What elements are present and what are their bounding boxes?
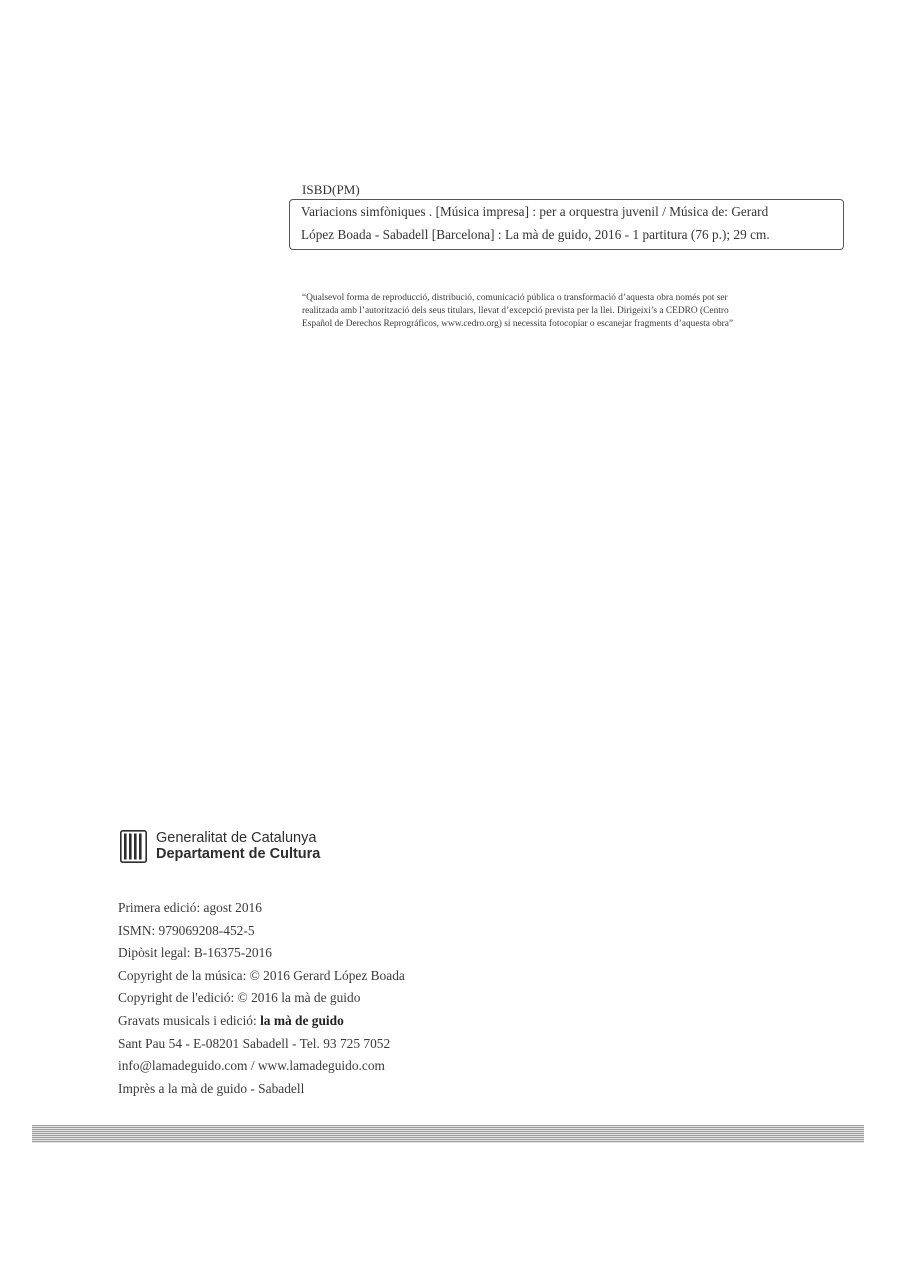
publisher-contact: info@lamadeguido.com / www.lamadeguido.com [118, 1058, 385, 1074]
publisher-name: la mà de guido [260, 1012, 344, 1028]
generalitat-logo [120, 830, 360, 864]
logo-text [156, 830, 320, 863]
rights-notice-line-2: realitzada amb l’autorització dels seus titulars, llevat d’excepció prevista per la llei. Dirigeixi’s a CEDRO (Centro [302, 306, 729, 316]
engraving-line [118, 1010, 405, 1033]
department-name: Departament de Cultura [156, 846, 321, 862]
rights-notice-line-3: Español de Derechos Reprográficos, www.cedro.org) si necessita fotocopiar o escanejar fragments d’aquesta obra” [302, 319, 734, 329]
rights-notice-line-1: “Qualsevol forma de reproducció, distribució, comunicació pública o transformació d’aquesta obra només pot ser [302, 293, 728, 303]
catalog-record-line-2: López Boada - Sabadell [Barcelona] : La mà de guido, 2016 - 1 partitura (76 p.); 29 cm. [301, 227, 770, 242]
organization-name: Generalitat de Catalunya [156, 830, 317, 846]
generalitat-emblem-icon [120, 830, 147, 863]
edition-copyright: Copyright de l'edició: © 2016 la mà de guido [118, 990, 361, 1006]
printed-at: Imprès a la mà de guido - Sabadell [118, 1080, 305, 1096]
isbd-heading: ISBD(PM) [302, 182, 360, 197]
rights-notice [302, 292, 857, 331]
catalog-record-line-1: Variacions simfòniques . [Música impresa] : per a orquestra juvenil / Música de: Gerard [301, 204, 769, 219]
imprint-block [118, 897, 405, 1100]
ismn: ISMN: 979069208-452-5 [118, 922, 255, 938]
engraving-label: Gravats musicals i edició: [118, 1012, 261, 1028]
legal-deposit: Dipòsit legal: B-16375-2016 [118, 945, 272, 961]
first-edition: Primera edició: agost 2016 [118, 900, 262, 915]
music-copyright: Copyright de la música: © 2016 Gerard López Boada [118, 967, 405, 983]
footer-striped-band [32, 1125, 864, 1143]
catalog-record-box [289, 199, 844, 250]
publisher-address: Sant Pau 54 - E-08201 Sabadell - Tel. 93 725 7052 [118, 1035, 391, 1051]
